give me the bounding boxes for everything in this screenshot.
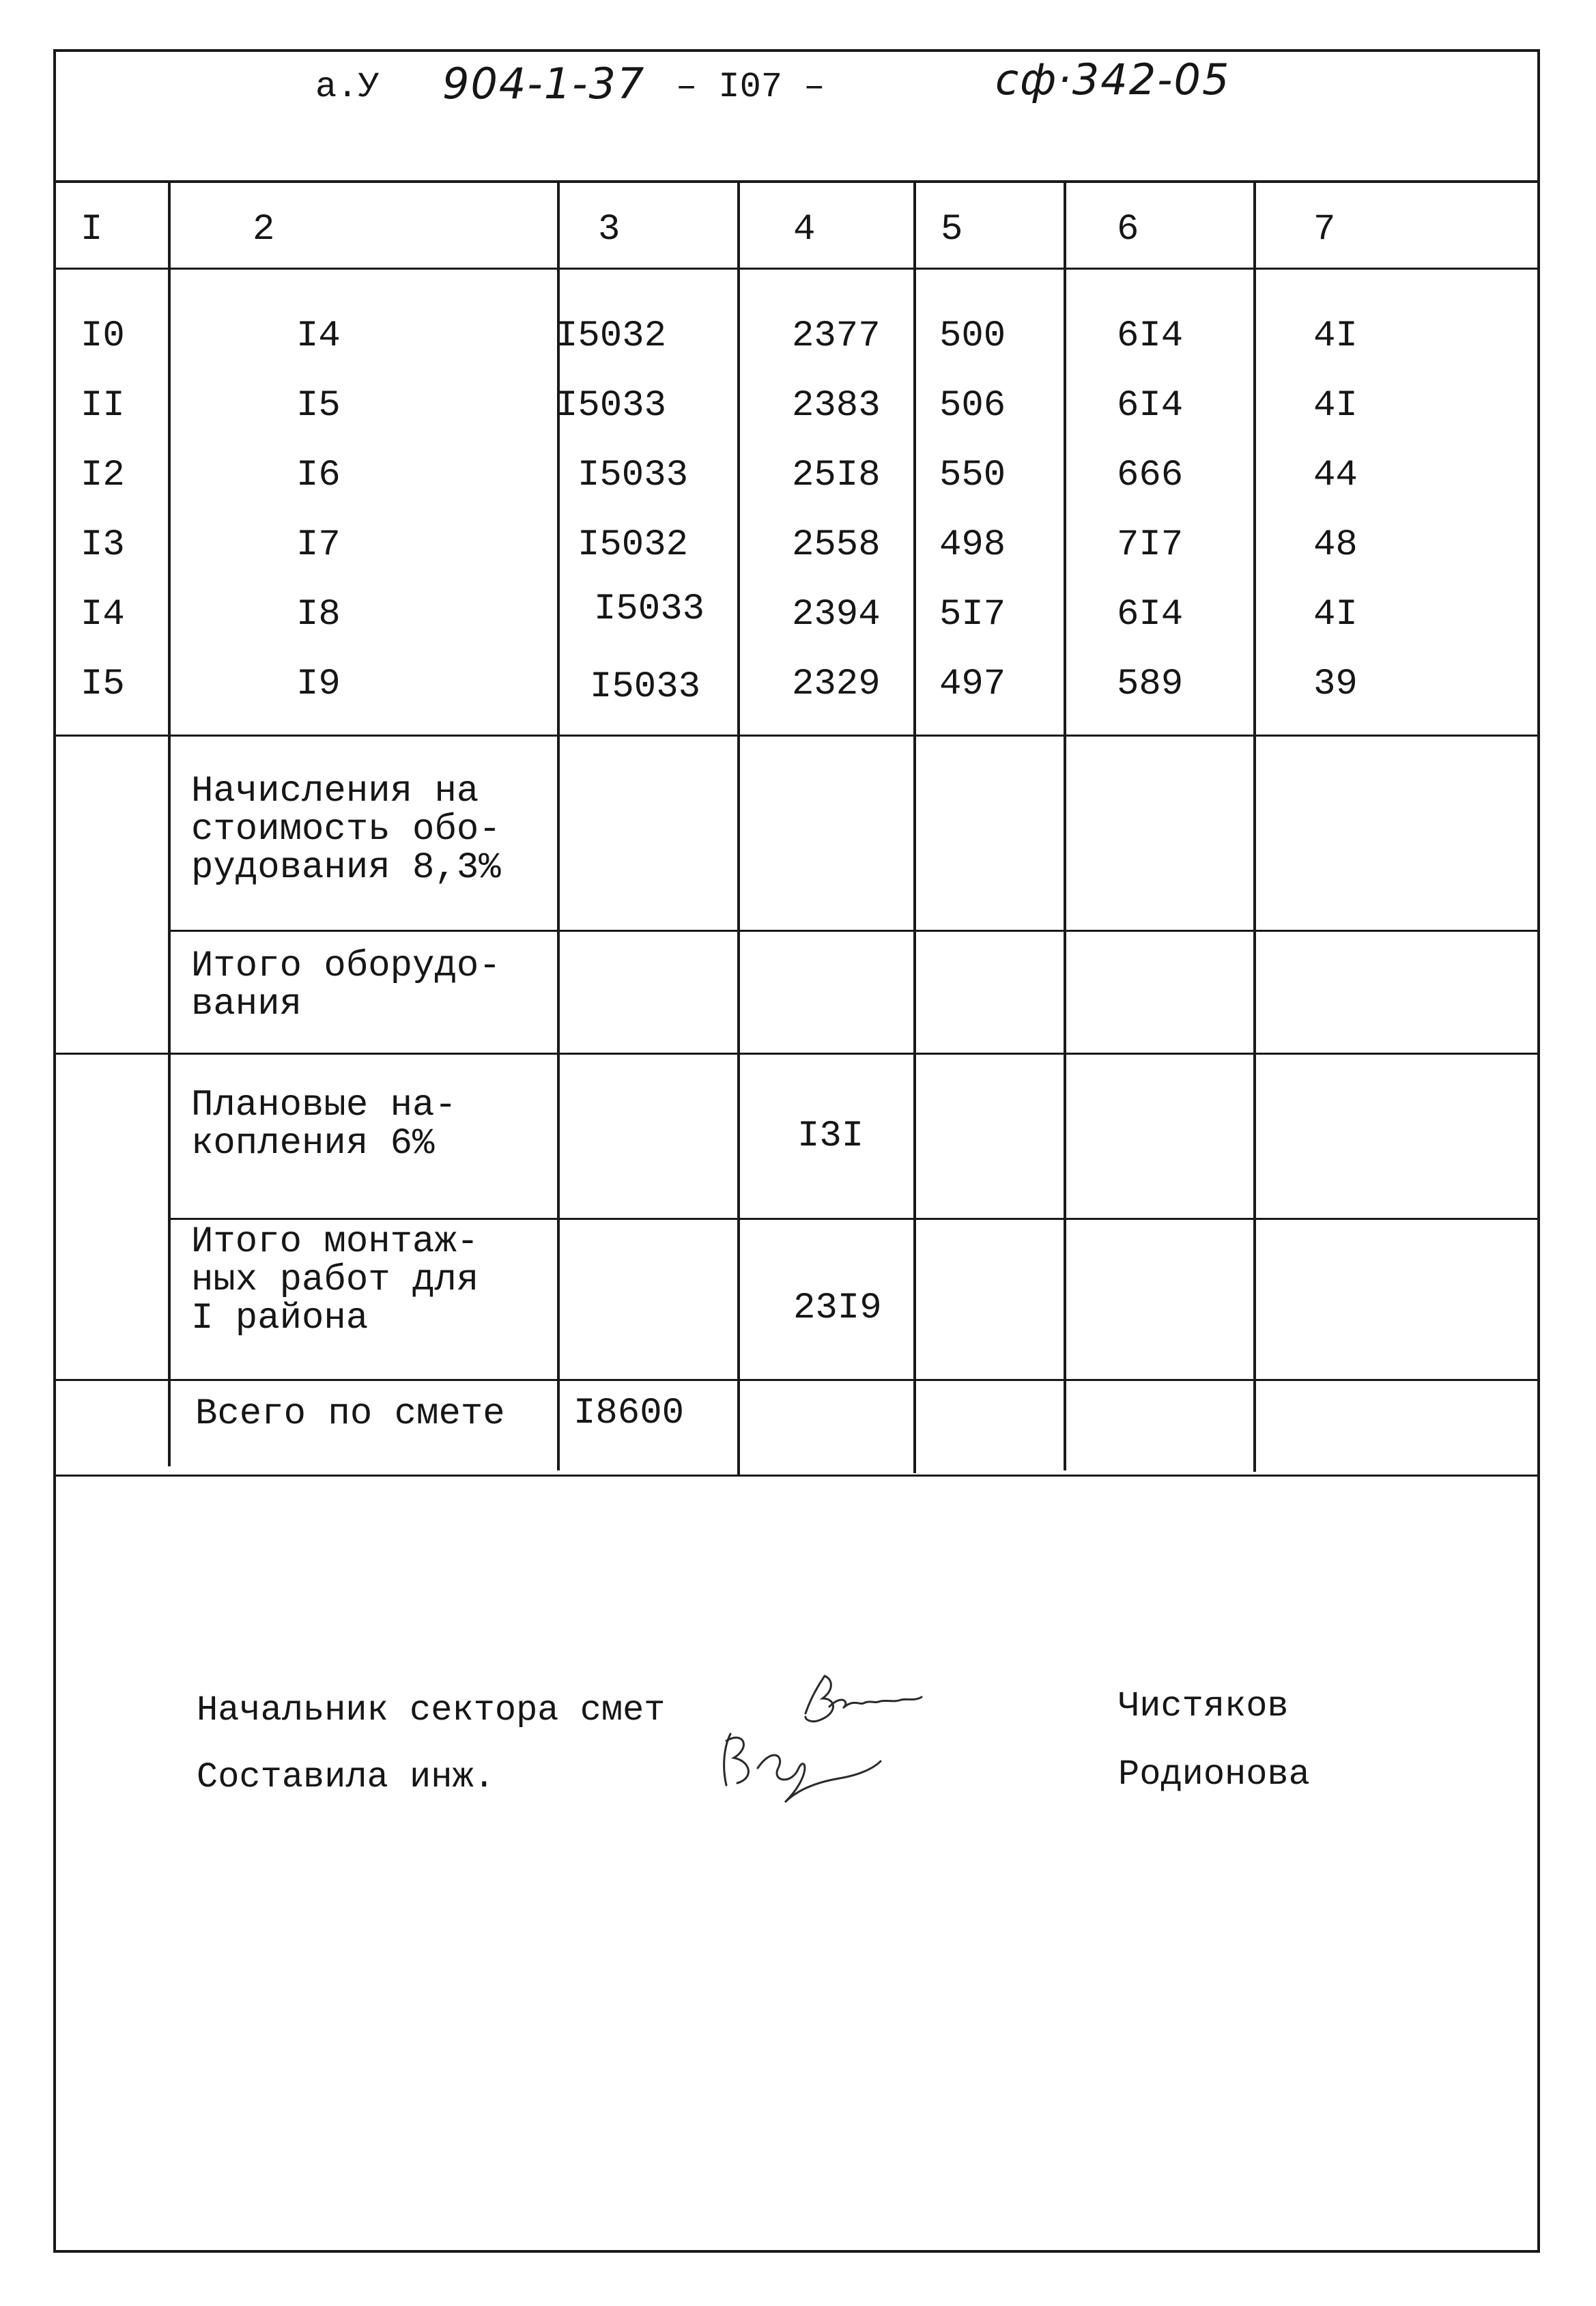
row-cell-c6: 589 xyxy=(1117,664,1184,705)
header-row-line xyxy=(53,268,1540,270)
row-cell-c3: I5033 xyxy=(594,588,705,630)
signature-role-head: Начальник сектора смет xyxy=(197,1690,666,1731)
row-cell-c7: 44 xyxy=(1313,455,1358,496)
col-header-1: I xyxy=(81,209,103,251)
row-cell-c4: 2377 xyxy=(792,315,881,357)
row-cell-c4: 2329 xyxy=(792,664,881,705)
row-cell-c2: I8 xyxy=(296,594,341,636)
summary-label-accruals: Начисления на стоимость обо- рудования 8,3% xyxy=(191,771,501,889)
signature-name-compiler: Родионова xyxy=(1118,1754,1310,1795)
row-cell-c5: 497 xyxy=(939,664,1006,705)
col-header-6: 6 xyxy=(1117,209,1139,251)
summary-installation-total-c4: 23I9 xyxy=(793,1287,882,1329)
col-header-7: 7 xyxy=(1313,209,1336,251)
row-cell-c2: I7 xyxy=(296,524,341,566)
header-prefix: а.У xyxy=(315,67,380,107)
row-cell-c5: 506 xyxy=(939,385,1006,427)
col-header-4: 4 xyxy=(793,209,816,251)
row-cell-c4: 25I8 xyxy=(792,455,881,496)
handwritten-signatures xyxy=(703,1666,990,1843)
summary-label-equipment-total: Итого оборудо- вания xyxy=(191,945,501,1025)
col-divider-1 xyxy=(168,183,171,1466)
row-cell-c6: 7I7 xyxy=(1117,524,1184,566)
row-cell-c6: 666 xyxy=(1117,455,1184,496)
summary-line-3 xyxy=(168,1218,1540,1220)
col-divider-6 xyxy=(1253,183,1256,1472)
row-cell-c3: I5032 xyxy=(578,524,689,566)
row-cell-c3: I5033 xyxy=(578,455,689,496)
row-cell-c1: II xyxy=(81,385,125,427)
col-divider-5 xyxy=(1064,183,1066,1470)
row-cell-c5: 5I7 xyxy=(939,594,1006,636)
row-cell-c5: 498 xyxy=(939,524,1006,566)
row-cell-c4: 2394 xyxy=(792,594,881,636)
summary-planned-savings-c4: I3I xyxy=(797,1115,864,1157)
row-cell-c2: I6 xyxy=(296,455,341,496)
summary-line-1 xyxy=(168,930,1540,932)
col-header-2: 2 xyxy=(253,209,275,251)
row-cell-c7: 4I xyxy=(1313,594,1358,636)
table-bottom-line xyxy=(53,1475,1540,1477)
summary-label-grand-total: Всего по смете xyxy=(195,1393,505,1435)
row-cell-c1: I3 xyxy=(81,524,125,566)
col-divider-2 xyxy=(557,183,560,1470)
row-cell-c1: I4 xyxy=(81,594,125,636)
row-cell-c7: 48 xyxy=(1313,524,1358,566)
col-divider-4 xyxy=(913,183,916,1473)
row-cell-c6: 6I4 xyxy=(1117,594,1184,636)
project-code: 904-1-37 xyxy=(442,59,646,109)
col-header-5: 5 xyxy=(941,209,963,251)
col-header-3: 3 xyxy=(598,209,621,251)
col-divider-3 xyxy=(737,183,740,1475)
summary-grand-total-c3: I8600 xyxy=(573,1393,685,1434)
row-cell-c2: I9 xyxy=(296,664,341,705)
signature-name-head: Чистяков xyxy=(1118,1686,1289,1726)
data-bottom-line xyxy=(53,735,1540,737)
summary-line-2 xyxy=(53,1053,1540,1055)
row-cell-c7: 4I xyxy=(1313,315,1358,357)
summary-label-installation-total: Итого монтаж- ных работ для I района xyxy=(191,1221,479,1339)
document-code: сф·342-05 xyxy=(995,55,1231,104)
row-cell-c3: I5032 xyxy=(556,315,667,357)
row-cell-c5: 500 xyxy=(939,315,1006,357)
signature-role-compiler: Составила инж. xyxy=(197,1757,495,1797)
row-cell-c6: 6I4 xyxy=(1117,385,1184,427)
row-cell-c1: I2 xyxy=(81,455,125,496)
row-cell-c6: 6I4 xyxy=(1117,315,1184,357)
row-cell-c7: 39 xyxy=(1313,664,1358,705)
row-cell-c7: 4I xyxy=(1313,385,1358,427)
row-cell-c1: I5 xyxy=(81,664,125,705)
row-cell-c2: I4 xyxy=(296,315,341,357)
row-cell-c1: I0 xyxy=(81,315,125,357)
row-cell-c4: 2558 xyxy=(792,524,881,566)
page-number: – I07 – xyxy=(676,67,825,107)
row-cell-c4: 2383 xyxy=(792,385,881,427)
row-cell-c3: I5033 xyxy=(590,666,701,708)
row-cell-c5: 550 xyxy=(939,455,1006,496)
summary-line-4 xyxy=(53,1379,1540,1381)
summary-label-planned-savings: Плановые на- копления 6% xyxy=(191,1085,457,1165)
row-cell-c2: I5 xyxy=(296,385,341,427)
row-cell-c3: I5033 xyxy=(556,385,667,427)
